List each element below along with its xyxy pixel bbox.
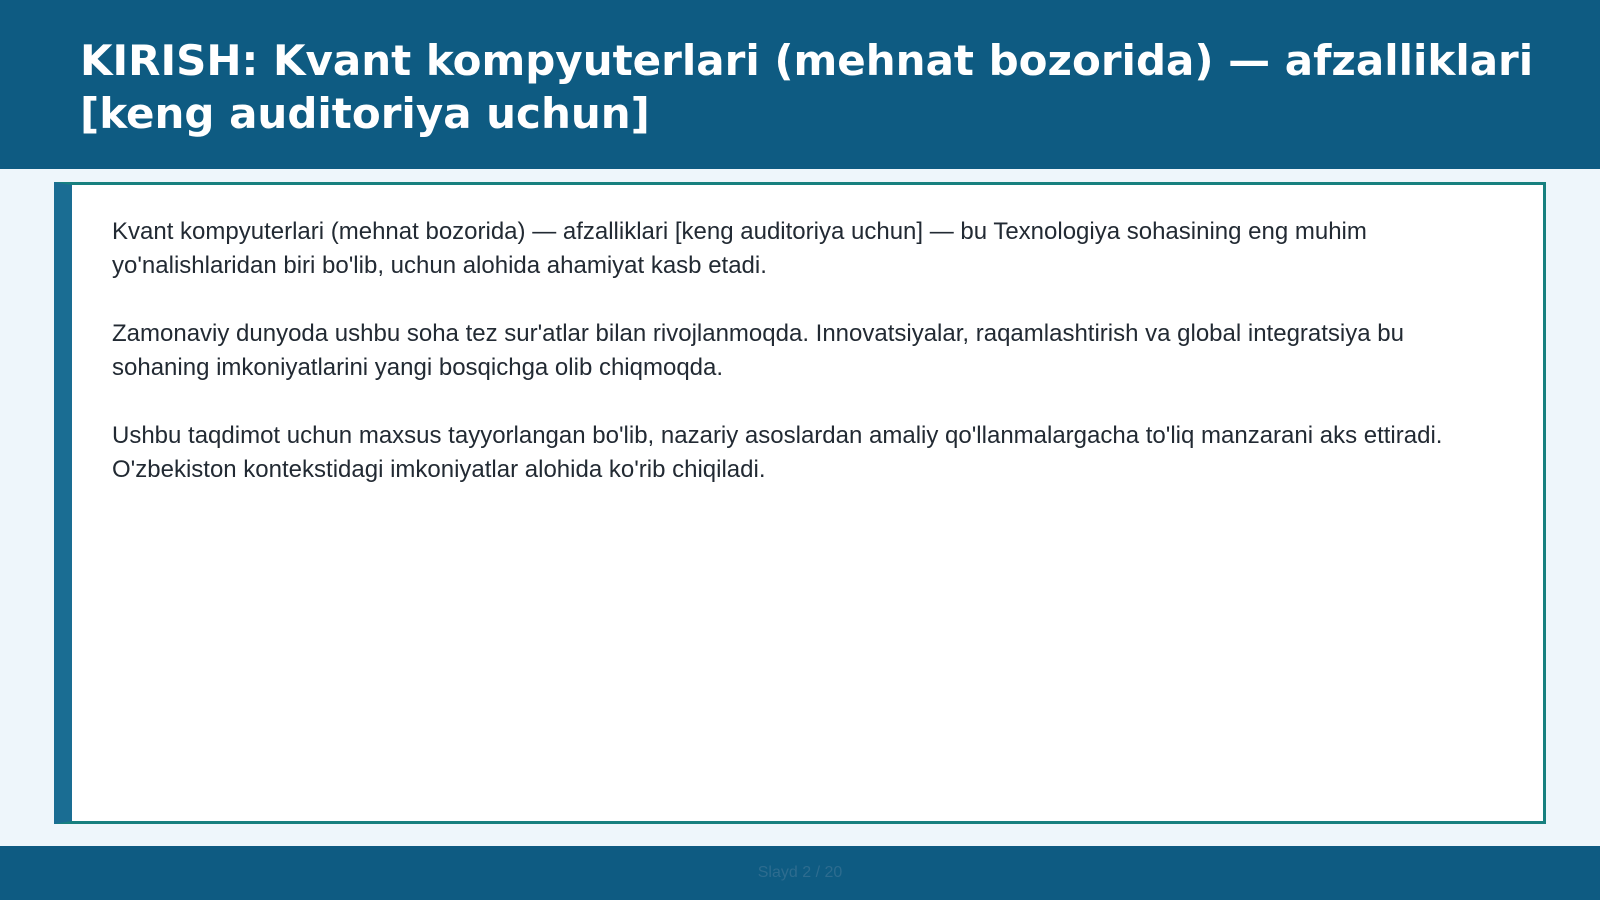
slide-header bbox=[0, 0, 1600, 169]
paragraph-presentation-purpose: Ushbu taqdimot uchun maxsus tayyorlangan bo'lib, nazariy asoslardan amaliy qo'llanmalargacha to'liq manzarani aks ettiradi. O'zbekiston kontekstidagi imkoniyatlar alohida ko'rib chiqiladi. bbox=[112, 422, 1443, 483]
slide-footer bbox=[0, 846, 1600, 900]
content-card bbox=[54, 182, 1546, 824]
slide-title: KIRISH: Kvant kompyuterlari (mehnat bozorida) — afzalliklari [keng auditoriya uchun] bbox=[80, 36, 1534, 138]
paragraph-modern-world: Zamonaviy dunyoda ushbu soha tez sur'atlar bilan rivojlanmoqda. Innovatsiyalar, raqamlashtirish va global integratsiya bu sohaning imkoniyatlarini yangi bosqichga olib chiqmoqda. bbox=[112, 320, 1404, 381]
paragraph-intro: Kvant kompyuterlari (mehnat bozorida) — afzalliklari [keng auditoriya uchun] — bu Texnologiya sohasining eng muhim yo'nalishlaridan biri bo'lib, uchun alohida ahamiyat kasb etadi. bbox=[112, 218, 1367, 279]
content-body bbox=[112, 215, 1502, 521]
slide-number: Slayd 2 / 20 bbox=[757, 864, 843, 881]
